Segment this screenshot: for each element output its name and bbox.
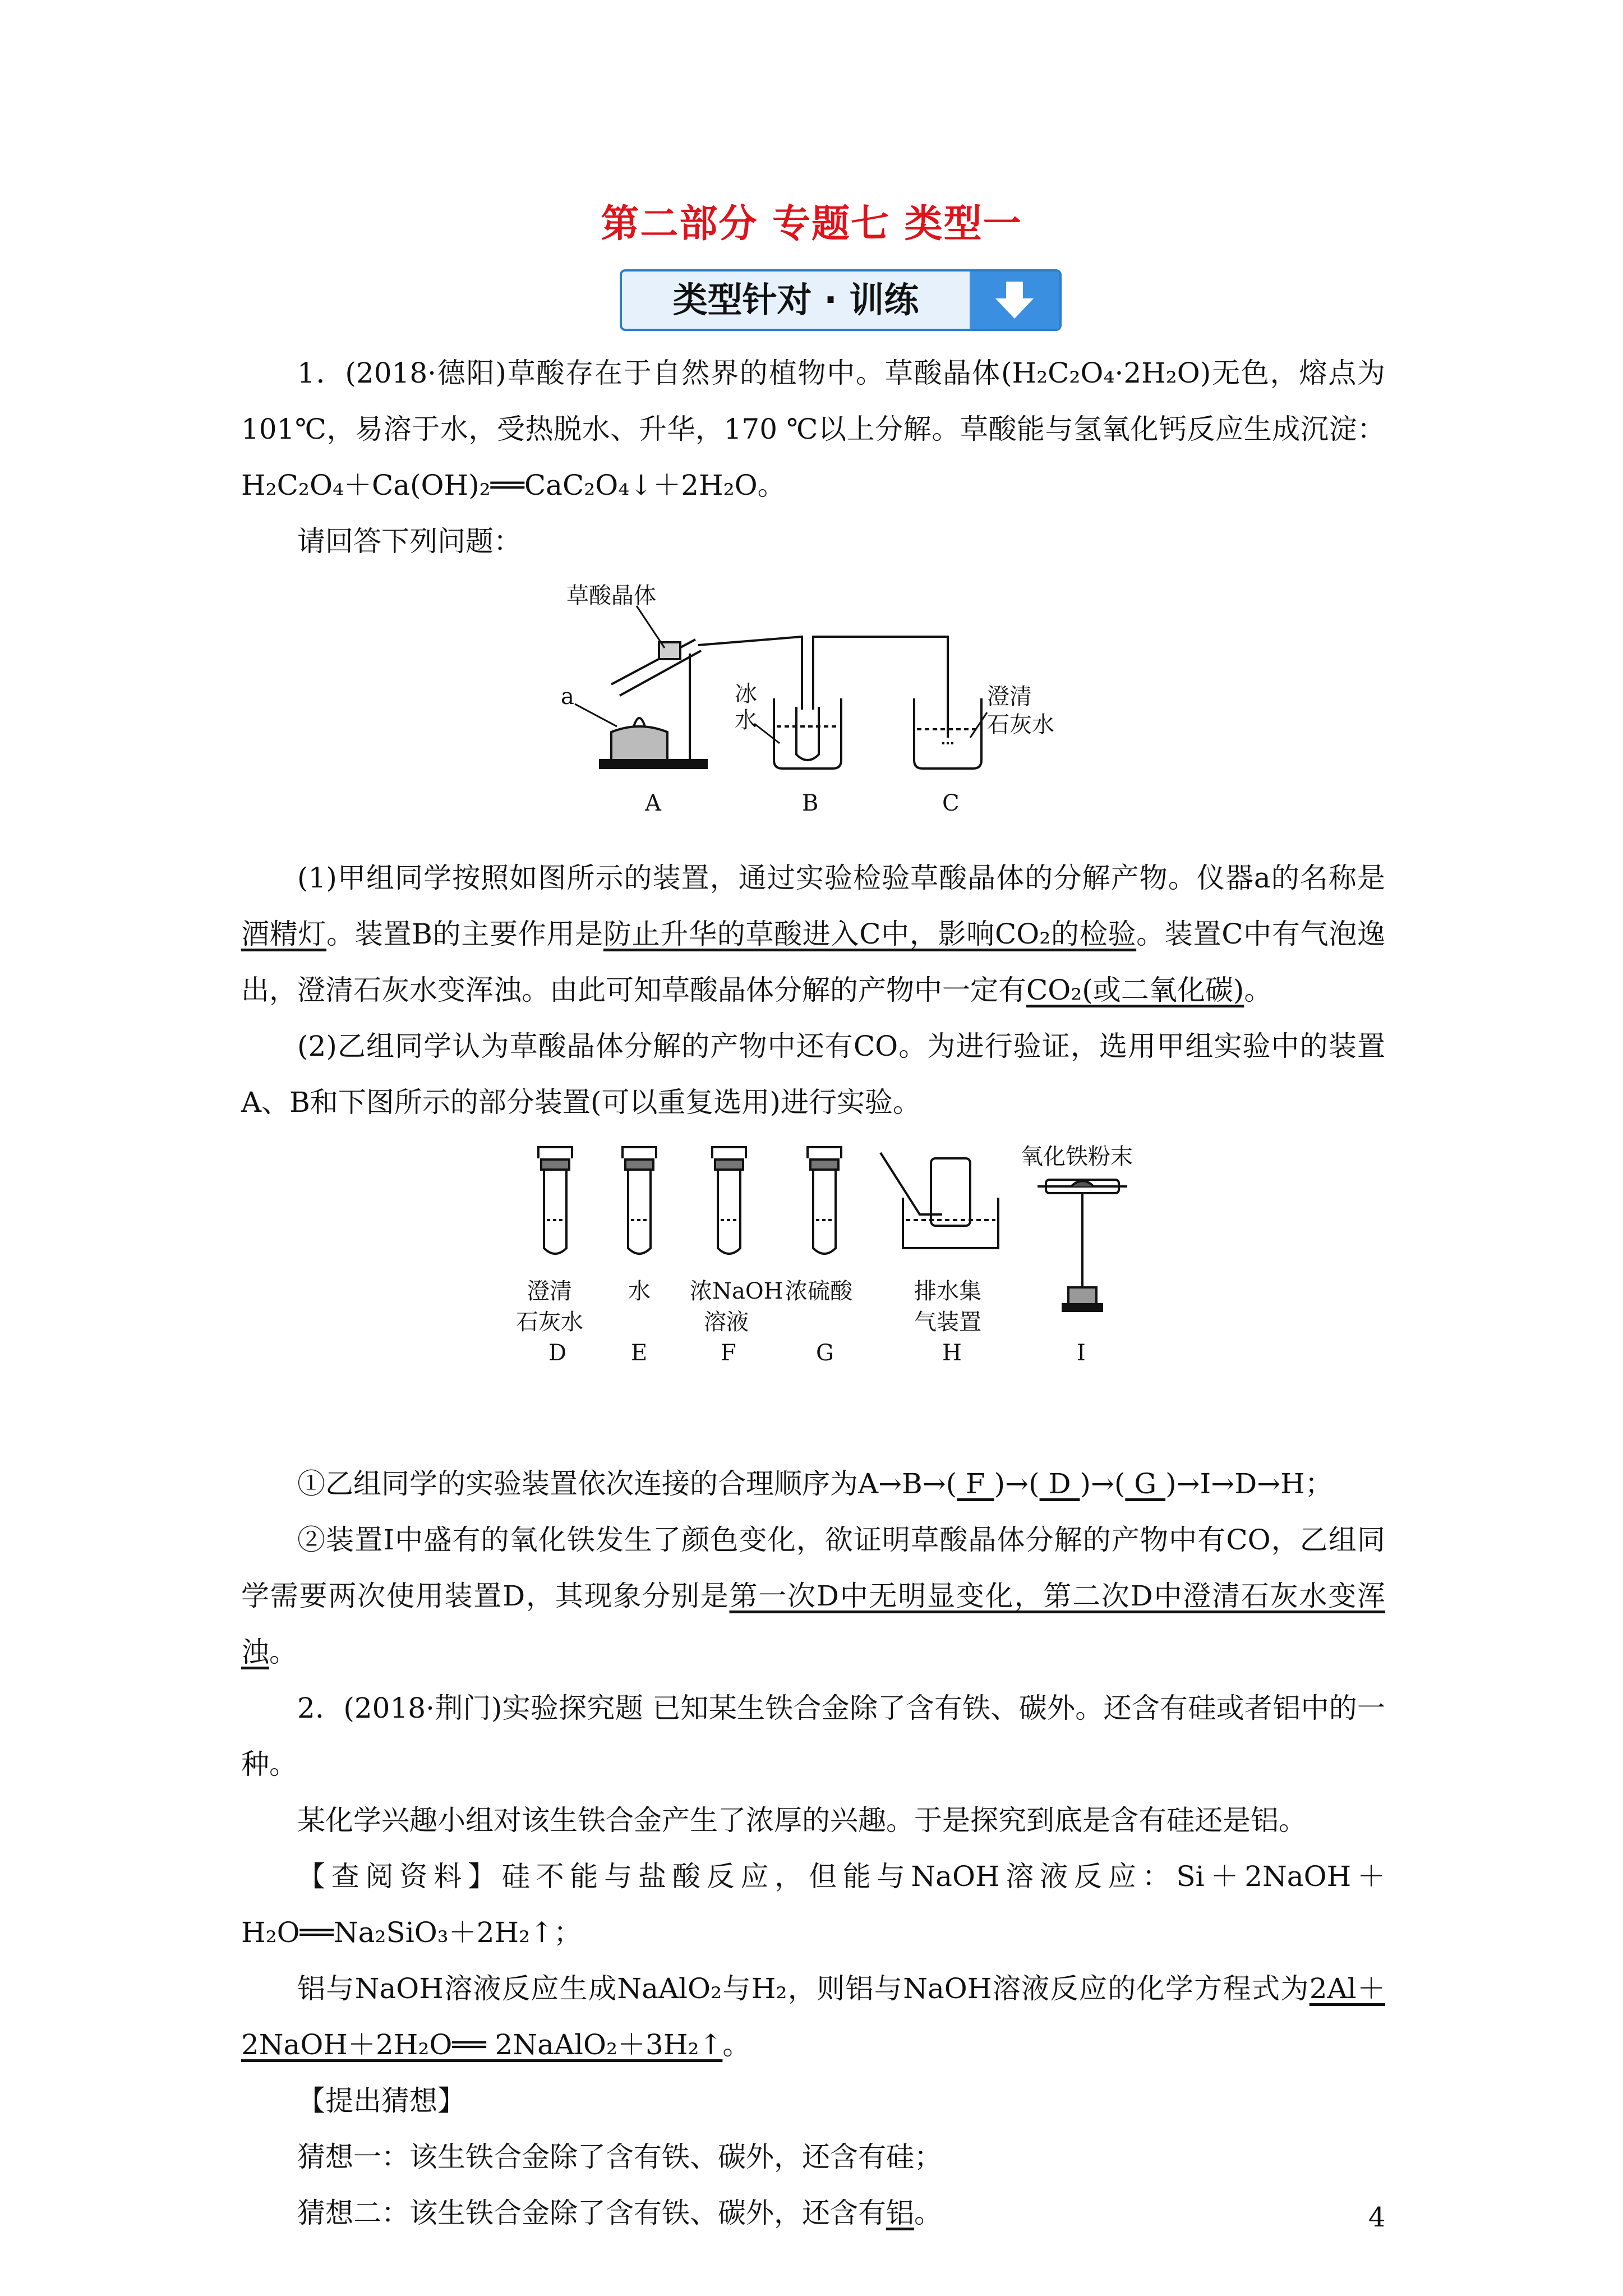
label-d1: 澄清 (527, 1278, 572, 1304)
answer-al-equation: 2Al＋2NaOH＋2H₂O══ 2NaAlO₂＋3H₂↑ (241, 1972, 1385, 2061)
q1-intro-line2: ℃，易溶于水，受热脱水、升华，170 ℃以上分解。草酸能与氢氧化钙反应生成沉淀：H₂C₂O₄ (241, 413, 1385, 501)
hypothesis-1: 猜想一：该生铁合金除了含有铁、碳外，还含有硅； (297, 2141, 942, 2173)
q2-info (241, 1848, 1385, 1961)
al-text-a: 铝与NaOH溶液反应生成NaAlO₂与H₂，则铝与NaOH溶液反应的化学方程式为 (297, 1972, 1310, 2005)
label-ice-2: 水 (735, 707, 757, 733)
q1-intro-line3: ＋Ca(OH)₂══CaC₂O₄↓＋2H₂O。 (343, 469, 786, 501)
q1-part1-text-d: 。 (1244, 974, 1272, 1006)
answer-phenomenon: 第一次D中无明显变化，第二次D中澄清石灰水变浑浊 (241, 1580, 1385, 1668)
label-E: E (631, 1340, 648, 1366)
q1-step1-text-c: )→( (994, 1467, 1040, 1500)
q1-step2 (241, 1512, 1385, 1680)
info-text: 硅不能与盐酸反应，但能与NaOH溶液反应：Si＋2NaOH＋H₂O══Na₂SiO₃＋2H₂↑； (241, 1860, 1385, 1949)
q1-step1-text-b: A→B→( (858, 1467, 957, 1500)
q1-step2-text-a: ②装置I中盛有的氧化铁发生了颜色变化，欲证明草酸晶体分解的产物中有CO，乙组同学需要两次使用装置D，其现象分别是 (241, 1524, 1385, 1612)
q1-step2-text-b: 。 (269, 1636, 297, 1668)
q1-step1-text-e: )→I→D→H； (1165, 1467, 1333, 1500)
q1-step1-text-d: )→( (1080, 1467, 1126, 1500)
info-title: 【查阅资料】 (297, 1860, 502, 1893)
answer-instrument: 酒精灯 (241, 918, 327, 950)
answer-order-1: F (957, 1467, 994, 1500)
document-body (241, 345, 1385, 2241)
label-lime-1: 澄清 (987, 684, 1032, 710)
label-a: a (561, 684, 574, 710)
q1-part2: (2)乙组同学认为草酸晶体分解的产物中还有CO。为进行验证，选用甲组实验中的装置A、B和下图所示的部分装置(可以重复选用)进行实验。 (241, 1030, 1385, 1119)
label-G: G (816, 1340, 834, 1366)
q1-step1 (241, 1456, 1385, 1512)
label-A: A (645, 790, 661, 816)
label-f1: 浓NaOH (690, 1278, 783, 1304)
q1-intro-line1: 1．(2018·德阳)草酸存在于自然界的植物中。草酸晶体(H₂C₂O₄·2H₂O)无色，熔点为101 (241, 357, 1385, 445)
label-F: F (721, 1340, 736, 1366)
banner-label: 类型针对 · 训练 (672, 279, 919, 320)
label-H: H (942, 1340, 962, 1366)
hypothesis-2-end: 。 (914, 2197, 942, 2229)
label-f2: 溶液 (704, 1309, 749, 1335)
page-title: 第二部分 专题七 类型一 (601, 202, 1022, 246)
section-banner (620, 269, 1062, 331)
answer-order-2: D (1039, 1467, 1080, 1500)
down-arrow-icon (970, 272, 1059, 329)
q2-al-equation (241, 1961, 1385, 2073)
answer-purpose: 防止升华的草酸进入C中，影响CO₂的检验 (603, 918, 1137, 950)
q1-part1-text-c: 。装置C中有气泡逸出，澄清石灰水变浑浊。由此可知草酸晶体分解的产物中一定有 (241, 918, 1385, 1006)
label-e1: 水 (628, 1278, 651, 1304)
q1-part1-text-b: 。装置B的主要作用是 (326, 918, 603, 950)
hypothesis-title: 【提出猜想】 (297, 2085, 465, 2117)
label-h1: 排水集 (914, 1278, 981, 1304)
label-lime-2: 石灰水 (987, 712, 1054, 738)
q1-intro (241, 345, 1385, 513)
figure-apparatus-dei (241, 1130, 1385, 1456)
answer-product: CO₂(或二氧化碳) (1026, 974, 1244, 1006)
q2-intro: 2．(2018·荆门)实验探究题 已知某生铁合金除了含有铁、碳外。还含有硅或者铝中的一种。 (241, 1692, 1385, 1780)
label-iron-oxide: 氧化铁粉末 (1021, 1144, 1133, 1170)
answer-order-3: G (1125, 1467, 1166, 1500)
label-D: D (548, 1340, 567, 1366)
q2-line2: 某化学兴趣小组对该生铁合金产生了浓厚的兴趣。于是探究到底是含有硅还是铝。 (297, 1804, 1307, 1837)
label-h2: 气装置 (914, 1309, 981, 1335)
page-number: 4 (1368, 2202, 1386, 2233)
q1-prompt: 请回答下列问题： (297, 525, 522, 558)
q1-part1 (241, 850, 1385, 1018)
figure-apparatus-abc (241, 569, 1385, 850)
label-B: B (802, 790, 819, 816)
hypothesis-2-text: 猜想二：该生铁合金除了含有铁、碳外，还含有 (297, 2197, 886, 2229)
hypothesis-2 (241, 2185, 1385, 2241)
label-g1: 浓硫酸 (785, 1278, 852, 1304)
label-ice-1: 冰 (735, 681, 757, 707)
q1-part1-text-a: (1)甲组同学按照如图所示的装置，通过实验检验草酸晶体的分解产物。仪器a的名称是 (297, 862, 1385, 894)
label-I: I (1077, 1340, 1086, 1366)
answer-aluminum: 铝 (886, 2197, 914, 2229)
q1-step1-text-a: ①乙组同学的实验装置依次连接的合理顺序为 (297, 1467, 858, 1500)
label-d2: 石灰水 (516, 1309, 583, 1335)
label-C: C (942, 790, 960, 816)
al-text-b: 。 (722, 2028, 751, 2061)
label-crystal: 草酸晶体 (566, 583, 656, 609)
